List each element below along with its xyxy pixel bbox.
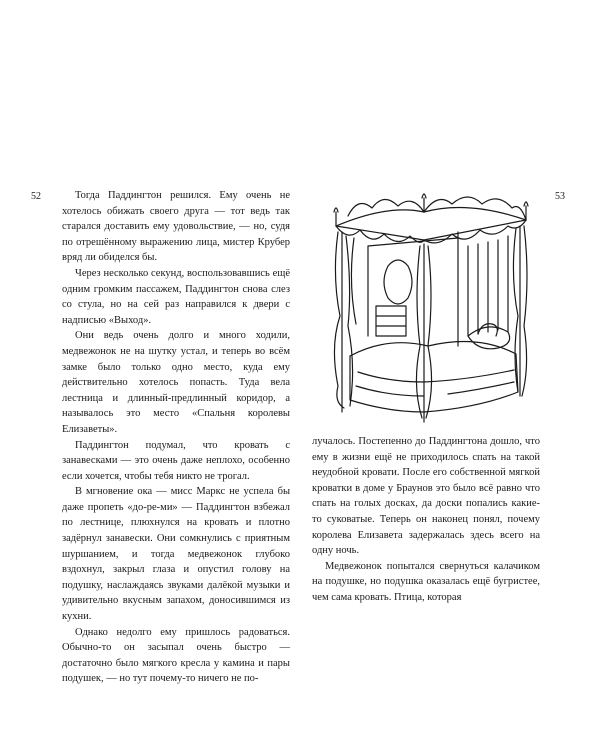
paragraph: Тогда Паддингтон решился. Ему очень не хотелось обижать своего друга — тот ведь так старался доставить ему удовольствие, — но, судя по отрешённому выражению лица, мистер Крубер вряд ли обиделся бы. [62, 190, 290, 264]
paragraph: Медвежонок попытался свернуться калачиком на подушке, но подушка оказалась ещё бугристее, чем сама кровать. Птица, которая [312, 560, 540, 603]
page-number-left: 52 [31, 191, 41, 202]
paragraph: Однако недолго ему пришлось радоваться. Обычно-то он засыпал очень быстро — достаточно было мягкого кресла у камина и пары подушек, — но тут почему-то ничего не по- [62, 626, 290, 685]
paragraph: В мгновение ока — мисс Маркс не успела бы даже пропеть «до-ре-ми» — Паддингтон взбежал по лестнице, плюхнулся на кровать и плотно задёрнул занавески. Они сомкнулись с приятным шуршанием, и тогда медвежонок глубоко вздохнул, закрыл глаза и опустил голову на подушку, наслаждаясь звуками далёкой музыки и удивительно вкусным запахом, доносившимся из кухни. [62, 486, 290, 623]
right-text-column [312, 434, 540, 606]
paragraph: Они ведь очень долго и много ходили, медвежонок не на шутку устал, и теперь во всём замке было только одно место, куда ему действительно хотелось попасть. Туда вела лестница и длинный-предлинный коридор, а называлось это место «Спальня королевы Елизаветы». [62, 330, 290, 435]
paragraph: лучалось. Постепенно до Паддингтона дошло, что ему в жизни ещё не приходилось спать на такой неудобной кровати. После его собственной мягкой кроватки в доме у Браунов это было всё равно что спать на голых досках, да доски попались какие-то суковатые. Теперь он наконец понял, почему королева Елизавета задержалась здесь всего на одну ночь. [312, 436, 540, 557]
paragraph: Через несколько секунд, воспользовавшись ещё одним громким пассажем, Паддингтон снова слез со стула, но на сей раз направился к двери с надписью «Выход». [62, 267, 290, 326]
page-number-right: 53 [555, 191, 565, 202]
paragraph: Паддингтон подумал, что кровать с занавесками — это очень даже неплохо, особенно если хочется, чтобы тебя никто не трогал. [62, 439, 290, 482]
left-text-column [62, 188, 290, 687]
four-poster-bed-illustration [328, 186, 533, 424]
